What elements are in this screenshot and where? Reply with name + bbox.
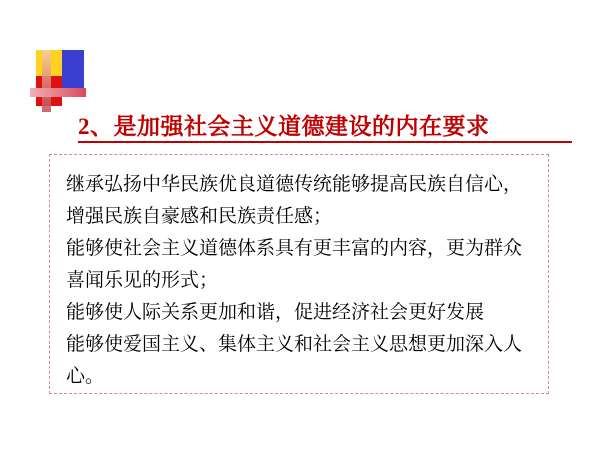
title-underline-rule bbox=[78, 141, 572, 143]
body-paragraph: 继承弘扬中华民族优良道德传统能够提高民族自信心，增强民族自豪感和民族责任感； bbox=[66, 174, 523, 227]
decorative-color-block-logo bbox=[30, 50, 92, 112]
logo-bar-horizontal bbox=[30, 88, 86, 97]
body-text bbox=[66, 169, 532, 393]
body-paragraph: 能够使社会主义道德体系具有更丰富的内容，更为群众喜闻乐见的形式； bbox=[66, 238, 523, 291]
body-paragraph: 能够使人际关系更加和谐，促进经济社会更好发展 bbox=[66, 302, 485, 323]
content-box bbox=[49, 154, 549, 394]
body-paragraph: 能够使爱国主义、集体主义和社会主义思想更加深入人心。 bbox=[66, 334, 523, 387]
logo-bar-vertical bbox=[42, 50, 51, 112]
logo-square-blue bbox=[62, 50, 84, 92]
slide-title: 2、是加强社会主义道德建设的内在要求 bbox=[78, 114, 490, 139]
